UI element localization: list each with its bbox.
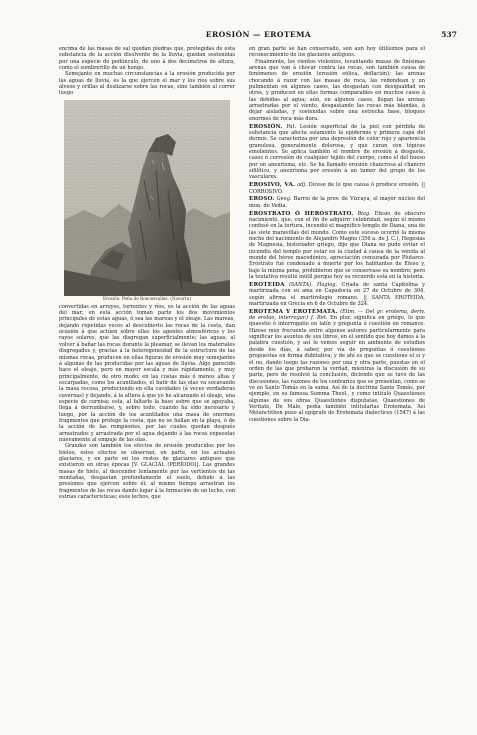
figure	[59, 100, 235, 302]
dictionary-entry	[249, 196, 425, 209]
figure-caption: Erosión. Peña de Roncesvalles. (Navarra)	[102, 295, 192, 301]
right-column	[249, 46, 425, 423]
entry-label: (SANTA). Hagiog.	[288, 281, 338, 288]
entry-headword: EROSIVO, VA.	[249, 182, 296, 189]
entry-label: adj.	[297, 182, 307, 189]
entry-headword: EROTEIDA	[249, 281, 285, 288]
page-number: 537	[441, 30, 457, 39]
dictionary-entry	[249, 309, 425, 423]
paragraph: encima de las masas de sal quedan piedras que, protegidas de esta substancia de la acción disolvente de la lluvia, quedan sostenidas por una especie de pedúnculo, de uno á dos decímetros de altura, como el sombrerillo de un hongo.	[59, 46, 235, 72]
entry-text: En plur. significa en griego, lo que quaestio ó interrogatio en latín y pregunta ó cuestión en romance. Hizose muy frecuente entre algunos autores particularmente para significar los asuntos de sus libros, en el sentido que hoy damos á la palabra cuestión, y así lo vemos seguir en ambiente de estudios desde los días, á saber, por vía de preguntas ó cuestiones propuestas en forma dubitativa; y de ahí es que se cuestione el sí y el no, dando luego las razones por una y otra parte, puestas en el orden de las que probaron la verdad, mientras la discusión de su parte, pero de resolvió la conclusión, diciendo que se tuvo de las discusiones, las razones de los contrarios que se presentan, como se ve en Santo Tomás en la suma. Así de la doctrina Santo Tomás, por ejemplo, en su famosa Summa Theol., y como intituló Quaestiones algunas de sus obras Quaestiones disputatae, Quaestiones de Veritate, De Malo, pedía también intitularlas Erotemata. Así Melanchthon puso al epígrafe de Erotemata dialectices (1547) á las cuestiones sobre la Dia-	[249, 315, 425, 423]
left-column	[59, 46, 235, 500]
entry-headword: EROSTRATO Ó HERÓSTRATO.	[249, 210, 354, 217]
dictionary-entry	[249, 182, 425, 195]
entry-text: Lesión superficial de la piel con pérdida de substancia que afecta solamente la epidermis y primera capa del dermis. Se caracteriza por una depresión de color rojo y apariencia granulosa, generalmente dolorosa, y que curan con tópicos emolientes. Se aplica también el nombre de erosión á desgaste, casos ó corrosión de cualquier tejido del cuerpo, como el del hueso por un aneurisma, etc. Se ha llamado erosión chancrosa al chancro sifilítico, y aneurisma por erosión á un tumor del grupo de los vasculares.	[249, 123, 426, 181]
running-head: EROSIÓN — EROTEMA	[205, 30, 312, 39]
entry-label: Geog.	[276, 196, 292, 203]
entry-label: Pat.	[286, 123, 297, 130]
entry-headword: EROSIÓN.	[249, 123, 283, 130]
rock-formation-photo	[64, 100, 230, 296]
entry-text: Dícese de lo que causa ó produce erosión. || CORROSIVO.	[249, 182, 426, 195]
paragraph: Grandes son también los efectos de erosión producidos por los hielos; estos efectos se observan, en parte, en los actuales glaciares, y en parte en los restos de glaciares antiguos que existieron en otras épocas [V. GLACIAL (PERÍODO)]. Las grandes masas de hielo, al descender lentamente por las vertientes de las montañas, desgastan profundamente el suelo, debido á las presiones que ejercen sobre él; al mismo tiempo arrastran los fragmentos de las rocas dando lugar á la formación de un lecho, con estrías características; esos lechos, que	[59, 443, 235, 501]
entry-headword: EROSO.	[249, 196, 275, 203]
dictionary-entry	[249, 211, 425, 281]
paragraph: convertidas en arroyos, torrentes y ríos, es la acción de las aguas del mar; en esta acción toman parte los dos movimientos principales de estas aguas, ó sea las mareas y el oleaje. Las mareas, dejando repetidas veces al descubierto las rocas de la costa, dan ocasión á que actúen sobre ellas los agentes atmosféricos y los rayos solares, que las disgregan superficialmente; las aguas, al volver á bañar las rocas durante la pleamar, se llevan los materiales disgregados y, gracias á la heterogeneidad de la estructura de las mismas rocas, producen en ellas figuras de erosión muy semejantes á algunas de las producidas por las aguas de lluvia. Algo parecido hace el oleaje, pero en mayor escala y más rápidamente, y muy principalmente, de otro modo; en las costas más ó menos altas y escarpadas, como los acantilados, el batir de las olas va socavando la masa rocosa, produciendo en ella cavidades (á veces verdaderas cavernas) y dejando, á la altura á que yo he alcanzado el oleaje, una especie de cornisa; esta, al faltarle la base sobre que se apoyaba, llega á derrumbarse, y, sobre todo, cuando ha sido necesario y luego, por la acción de los acantilados una masa de enormes fragmentos que protege la costa, que no se hallan en la playa, ó de la acción de las rompientes, por las cuales quedan después arrastrados y arrastrada por el agua dejando á las rocas expuestas nuevamente al empuje de las olas.	[59, 303, 235, 443]
entry-label: (Etim. — Del gr. erotema, deriv. de erotao, interrogar.) f. Ret.	[249, 308, 425, 322]
paragraph: en gran parte se han conservado, son aun hoy útilísimos para el reconocimiento de los glaciares antiguos.	[249, 46, 425, 59]
entry-text: Criada de santa Capitolina y martirizada con su ama en Capadocia en 27 de Octubre de 304, según afirma el martirologio romano. || SANTA EROTEIDA, martirizada en Grecia en 6 de Octubre de 324.	[249, 281, 425, 307]
paragraph: Semejante en muchas circunstancias á la erosión producida por las aguas de lluvia, es la que ejercen el mar y los ríos sobre sus álveos y orillas al deslizarse sobre las rocas, sino también al correr luego	[59, 71, 235, 97]
dictionary-entry	[249, 124, 425, 181]
entry-headword: EROTEMA Y EROTÉMATA.	[249, 308, 338, 315]
dictionary-entry	[249, 282, 425, 307]
entry-label: Biog.	[357, 210, 371, 217]
page-header	[60, 30, 457, 42]
paragraph: Finalmente, los vientos violentos, levantando masas de finísimas arenas que van á chocar contra las rocas, son también causa de fenómenos de erosión (erosión eólica, deflación); las arenas chocando á razor con las masas de roca, las redondean y un pulimentan en algunos casos, las desgastan con desigualdad en otros, y producen en ellas formas comparables en muchos casos á las debidas al agua; aún, en algunos casos, llegan las arenas arrastradas por el viento, desgastando las rocas más blandas, á dejar aisladas, y sostenidas sobre una estrecha base, bloques enormes de roca más dura.	[249, 58, 425, 122]
entry-text: Efesio de obscuro nacimiento, que, con el fin de adquirir celebridad, según él mismo confesó en la tortura, incendió el magnífico templo de Diana, una de las siete maravillas del mundo. Como este suceso ocurrió la misma noche del nacimiento de Alejandro Magno (356 a. de J. C.), Hegesias de Magnesia, historiador griego, dijo que Diana no pudo evitar el incendio del templo por estar en la ciudad á causa de la venida al mundo del héroe macedónico, apreciación censurada por Plutarco. Eróstrato fué condenado á muerte por los habitantes de Efeso y, bajo la misma pena, prohibieron que se conservase su nombre; pero la tentativa resultó inútil porque hoy su recuerdo está en la historia.	[249, 210, 426, 281]
entry-text: Barrio de la prov. de Vizcaya, el mayor núcleo del mun. de Vedia.	[249, 196, 425, 209]
